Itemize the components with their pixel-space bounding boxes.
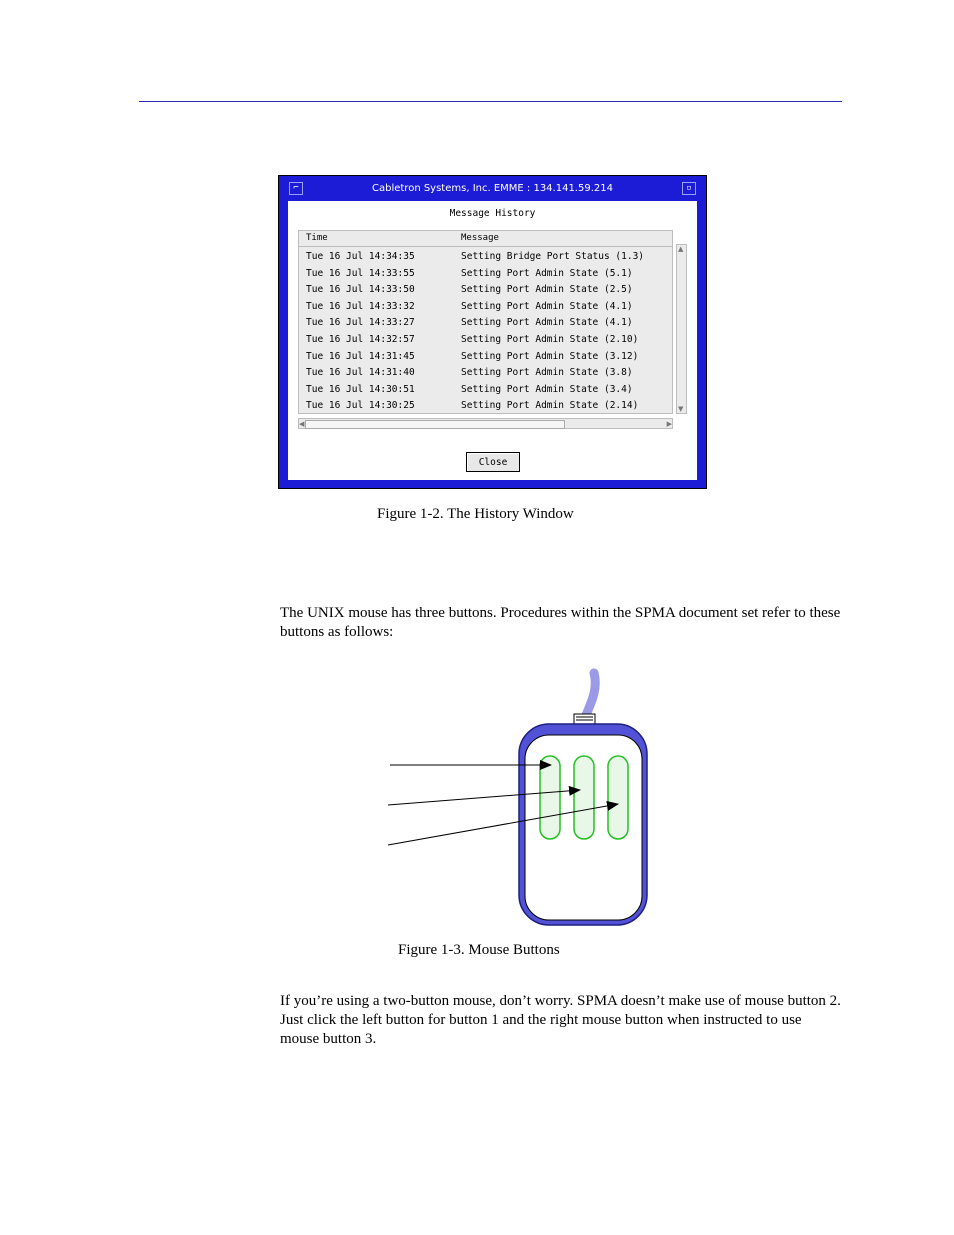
window-titlebar[interactable] (283, 181, 702, 197)
window-menu-icon[interactable]: ⌐ (289, 182, 303, 195)
row-time: Tue 16 Jul 14:33:27 (306, 317, 415, 329)
message-list[interactable] (298, 230, 673, 414)
row-message: Setting Port Admin State (4.1) (461, 317, 633, 329)
row-message: Setting Port Admin State (2.10) (461, 333, 639, 345)
row-time: Tue 16 Jul 14:32:57 (306, 333, 415, 345)
window-title: Cabletron Systems, Inc. EMME : 134.141.59.214 (372, 183, 613, 194)
table-row[interactable] (299, 349, 672, 366)
column-header-message: Message (461, 233, 499, 243)
row-time: Tue 16 Jul 14:31:40 (306, 367, 415, 379)
scroll-left-icon[interactable]: ◀ (299, 420, 305, 428)
horizontal-scroll-thumb[interactable] (305, 420, 565, 429)
row-time: Tue 16 Jul 14:31:45 (306, 350, 415, 362)
row-time: Tue 16 Jul 14:30:25 (306, 400, 415, 412)
scroll-down-icon[interactable]: ▼ (678, 405, 684, 413)
mouse-button-3 (608, 756, 628, 839)
table-row[interactable] (299, 315, 672, 332)
scroll-right-icon[interactable]: ▶ (666, 420, 672, 428)
row-message: Setting Port Admin State (2.14) (461, 400, 639, 412)
horizontal-scrollbar[interactable] (298, 418, 673, 429)
row-time: Tue 16 Jul 14:33:55 (306, 267, 415, 279)
paragraph-mouse-buttons: The UNIX mouse has three buttons. Procedures within the SPMA document set refer to these buttons as follows: (280, 605, 841, 640)
header-rule (139, 101, 842, 102)
vertical-scrollbar[interactable] (676, 244, 687, 414)
row-time: Tue 16 Jul 14:33:32 (306, 300, 415, 312)
mouse-button-2 (574, 756, 594, 839)
row-message: Setting Port Admin State (3.8) (461, 367, 633, 379)
close-button[interactable]: Close (466, 452, 520, 472)
row-time: Tue 16 Jul 14:33:50 (306, 284, 415, 296)
paragraph-two-button-mouse: If you’re using a two-button mouse, don’t worry. SPMA doesn’t make use of mouse button 2. Just click the left button for button 1 and the right mouse button when instructed to use mouse button 3. (280, 993, 841, 1047)
table-row[interactable] (299, 382, 672, 399)
table-row[interactable] (299, 332, 672, 349)
figure-1-3-caption: Figure 1-3. Mouse Buttons (398, 942, 560, 958)
history-window (278, 175, 707, 489)
scroll-up-icon[interactable]: ▲ (678, 245, 684, 253)
row-message: Setting Bridge Port Status (1.3) (461, 251, 645, 262)
figure-1-2-caption: Figure 1-2. The History Window (377, 506, 574, 522)
row-message: Setting Port Admin State (3.4) (461, 383, 633, 395)
mouse-illustration (380, 668, 660, 930)
table-row[interactable] (299, 249, 672, 266)
mouse-connector (574, 714, 595, 724)
message-rows (299, 249, 672, 415)
table-row[interactable] (299, 365, 672, 382)
row-message: Setting Port Admin State (4.1) (461, 300, 633, 312)
table-row[interactable] (299, 282, 672, 299)
window-body (288, 201, 697, 480)
table-row[interactable] (299, 398, 672, 415)
row-message: Setting Port Admin State (3.12) (461, 350, 639, 362)
row-message: Setting Port Admin State (5.1) (461, 267, 633, 279)
table-row[interactable] (299, 266, 672, 283)
mouse-button-1 (540, 756, 560, 839)
row-message: Setting Port Admin State (2.5) (461, 284, 633, 296)
column-header-time: Time (306, 233, 328, 243)
row-time: Tue 16 Jul 14:34:35 (306, 251, 415, 262)
row-time: Tue 16 Jul 14:30:51 (306, 383, 415, 395)
window-maximize-icon[interactable]: ▫ (682, 182, 696, 195)
table-row[interactable] (299, 299, 672, 316)
mouse-cord (586, 673, 595, 715)
message-history-heading: Message History (449, 208, 536, 219)
list-header (299, 231, 672, 247)
